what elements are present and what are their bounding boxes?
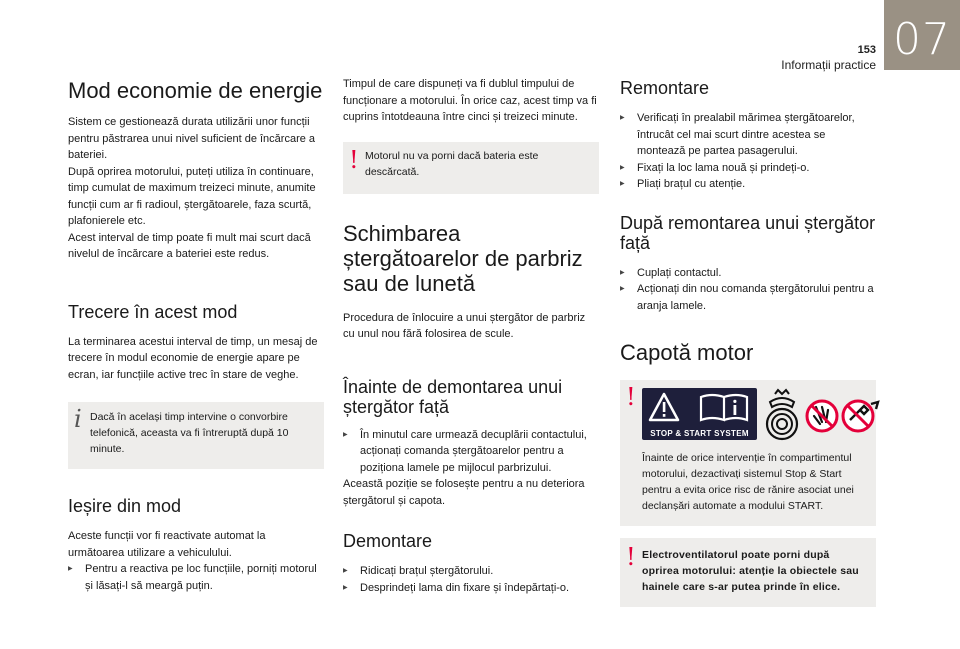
after-refit-title: După remontarea unui ștergător față <box>620 212 876 253</box>
intro-paragraph: Sistem ce gestionează durata utilizării unor funcții pentru păstrarea unui nivel suficient de încărcare a bateriei. <box>68 116 316 161</box>
list-item: ▶ Verificați în prealabil mărimea ștergătoarelor, întrucât cel mai scurt dintre acestea se montează pe partea pasagerului. <box>620 110 876 160</box>
list-item: ▶ Pliați brațul cu atenție. <box>620 176 876 193</box>
list-item: ▶ Fixați la loc lama nouă și prindeți-o. <box>620 160 876 177</box>
manual-book-icon <box>698 393 754 423</box>
info-note-box <box>68 402 324 469</box>
column-2 <box>343 72 599 596</box>
exit-mode-list <box>68 561 324 594</box>
exit-mode-title: Ieșire din mod <box>68 496 182 516</box>
no-tools-icon <box>840 398 882 434</box>
fan-warning-text: Electroventilatorul poate porni după oprirea motorului: atenție la obiectele sau hainele care s-ar putea prinde în elice. <box>642 549 859 593</box>
battery-warning-box <box>343 142 599 194</box>
warning-triangle-icon <box>648 392 696 424</box>
stop-start-warning-box <box>620 380 876 526</box>
before-removal-text: Această poziție se folosește pentru a nu deteriora ștergătorul și capota. <box>343 478 585 507</box>
warning-pictograms <box>642 388 868 446</box>
removal-title: Demontare <box>343 531 433 551</box>
stop-start-label: STOP & START SYSTEM <box>650 429 749 438</box>
list-item: ▶ Acționați din nou comanda ștergătorului pentru a aranja lamele. <box>620 281 876 314</box>
column-1 <box>68 72 324 594</box>
energy-continued-text: Timpul de care dispuneți va fi dublul timpului de funcționare a motorului. În orice caz, acest timp va fi cuprins întotdeauna între cinci și treizeci minute. <box>343 78 597 123</box>
list-item: ▶ Desprindeți lama din fixare și îndepărtați-o. <box>343 580 599 597</box>
no-hands-icon <box>804 398 840 434</box>
warning-icon: ! <box>349 145 359 174</box>
exit-mode-text: Aceste funcții vor fi reactivate automat la următoarea utilizare a vehiculului. <box>68 530 266 559</box>
list-item: ▶ Ridicați brațul ștergătorului. <box>343 563 599 580</box>
list-item: ▶ Pentru a reactiva pe loc funcțiile, porniți motorul și lăsați-l să meargă puțin. <box>68 561 324 594</box>
stop-start-warning-text: Înainte de orice intervenție în compartimentul motorului, dezactivați sistemul Stop & Start pentru a evita orice risc de rănire asociat unei declanșări automate a modului START. <box>642 452 854 512</box>
info-note-text: Dacă în același timp intervine o convorbire telefonică, aceasta va fi întreruptă după 10 minute. <box>90 411 289 455</box>
refit-title: Remontare <box>620 78 710 98</box>
after-refit-list <box>620 265 876 315</box>
intro-paragraph: După oprirea motorului, puteți utiliza în continuare, timp cumulat de maximum treizeci minute, anumite funcții cum ar fi radioul, ștergătoarele, faza scurtă, plafonierele etc. <box>68 165 316 227</box>
chapter-number: 07 <box>893 14 951 65</box>
fan-warning-box <box>620 538 876 607</box>
page-number: 153 <box>857 44 876 56</box>
info-icon: i <box>74 405 82 433</box>
refit-list <box>620 110 876 193</box>
wiper-replacement-text: Procedura de înlocuire a unui ștergător de parbriz cu unul nou fără folosirea de scule. <box>343 311 586 340</box>
removal-list <box>343 563 599 596</box>
enter-mode-title: Trecere în acest mod <box>68 301 238 322</box>
fan-belt-icon <box>762 388 802 444</box>
energy-economy-intro <box>68 114 324 263</box>
warning-icon: ! <box>626 543 636 571</box>
enter-mode-text: La terminarea acestui interval de timp, un mesaj de trecere în modul economie de energie apare pe ecran, iar funcțiile active trec în stare de veghe. <box>68 335 318 381</box>
before-removal-title: Înainte de demontarea unui ștergător față <box>343 376 563 417</box>
list-item: ▶ În minutul care urmează decuplării contactului, acționați comanda ștergătoarelor pentru a poziționa lamele pe mijlocul parbrizului. <box>343 427 599 477</box>
bonnet-title: Capotă motor <box>620 340 754 365</box>
before-removal-list <box>343 427 599 477</box>
warning-icon: ! <box>626 383 636 411</box>
energy-economy-title: Mod economie de energie <box>68 78 323 103</box>
intro-paragraph: Acest interval de timp poate fi mult mai scurt dacă nivelul de încărcare a bateriei este redus. <box>68 231 311 260</box>
list-item: ▶ Cuplați contactul. <box>620 265 876 282</box>
wiper-replacement-title: Schimbarea ștergătoarelor de parbriz sau de lunetă <box>343 220 583 296</box>
column-3 <box>620 72 876 607</box>
battery-warning-text: Motorul nu va porni dacă bateria este descărcată. <box>365 149 539 178</box>
stop-start-pictogram <box>642 388 757 440</box>
chapter-tab <box>884 0 960 70</box>
chapter-title: Informații practice <box>781 58 876 72</box>
